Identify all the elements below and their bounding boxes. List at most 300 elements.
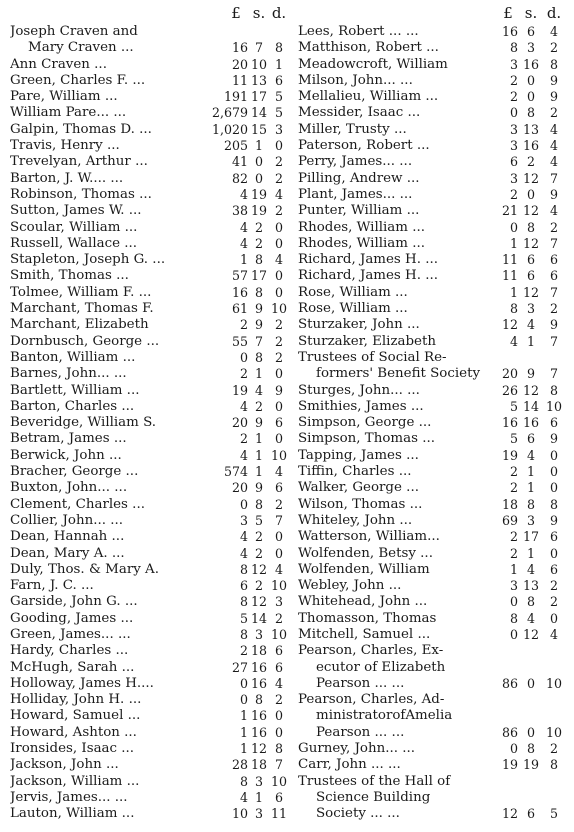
entry-name: ecutor of Elizabeth (316, 659, 446, 675)
pence-value: 10 (545, 398, 563, 414)
entry-name: Lauton, William ... (10, 806, 135, 822)
shillings-value: 8 (526, 594, 535, 610)
ledger-entry (296, 366, 574, 382)
shillings-value: 1 (526, 480, 535, 496)
ledger-entry (296, 187, 574, 203)
shillings-value: 3 (526, 40, 535, 56)
pence-value: 0 (274, 366, 283, 382)
shillings-value: 2 (254, 578, 263, 594)
entry-name: Wilson, Thomas ... (298, 496, 423, 512)
pence-value: 7 (549, 366, 558, 382)
entry-name: Dornbusch, George ... (10, 333, 160, 349)
pounds-value: 2 (509, 545, 518, 561)
entry-name: Thomasson, Thomas (298, 610, 437, 626)
pounds-value: 0 (509, 219, 518, 235)
pounds-value: 0 (509, 105, 518, 121)
pence-value: 10 (270, 626, 288, 642)
pounds-header: £ (231, 4, 241, 22)
pence-value: 2 (274, 203, 283, 219)
pounds-value: 3 (509, 56, 518, 72)
shillings-value: 12 (522, 626, 540, 642)
ledger-entry (0, 480, 296, 496)
ledger-entry (296, 529, 574, 545)
entry-name: Collier, John... ... (10, 512, 123, 528)
ledger-entry (0, 57, 296, 73)
pence-value: 6 (549, 415, 558, 431)
pounds-value: 19 (501, 757, 518, 773)
shillings-value: 9 (254, 415, 263, 431)
pence-value: 9 (549, 72, 558, 88)
pence-value: 1 (274, 56, 283, 72)
entry-name: Trevelyan, Arthur ... (10, 154, 148, 170)
shillings-value: 0 (254, 170, 263, 186)
pounds-value: 2 (509, 186, 518, 202)
pounds-value: 2 (509, 72, 518, 88)
ledger-entry (296, 105, 574, 121)
shillings-value: 17 (250, 268, 268, 284)
pence-value: 0 (274, 219, 283, 235)
entry-name: Bartlett, William ... (10, 382, 140, 398)
shillings-header: s. (524, 4, 538, 22)
pounds-value: 16 (501, 415, 518, 431)
ledger-entry (0, 399, 296, 415)
pence-value: 2 (549, 578, 558, 594)
ledger-entry (296, 399, 574, 415)
pounds-value: 10 (231, 806, 248, 822)
ledger-entry (0, 236, 296, 252)
pence-value: 10 (270, 301, 288, 317)
pounds-value: 5 (509, 431, 518, 447)
pounds-value: 1 (239, 724, 248, 740)
entry-name: Beveridge, William S. (10, 415, 157, 431)
pence-value: 5 (274, 105, 283, 121)
entry-name: Barton, J. W.... ... (10, 170, 124, 186)
ledger-entry (296, 741, 574, 757)
shillings-value: 0 (526, 675, 535, 691)
shillings-value: 19 (250, 203, 268, 219)
pounds-value: 4 (509, 333, 518, 349)
pounds-value: 2 (509, 529, 518, 545)
ledger-entry (296, 236, 574, 252)
pounds-value: 205 (223, 138, 248, 154)
shillings-value: 6 (526, 268, 535, 284)
entry-name: Dean, Mary A. ... (10, 545, 125, 561)
pounds-value: 8 (509, 301, 518, 317)
shillings-value: 8 (526, 741, 535, 757)
ledger-entry (0, 220, 296, 236)
ledger-entry (0, 529, 296, 545)
pence-value: 9 (549, 186, 558, 202)
entry-name: ministratorofAmelia (316, 708, 453, 724)
right-column-header (296, 2, 574, 24)
ledger-entry (296, 383, 574, 399)
pence-value: 2 (549, 40, 558, 56)
shillings-value: 12 (522, 170, 540, 186)
pounds-value: 12 (501, 806, 518, 822)
pence-value: 4 (549, 138, 558, 154)
pence-value: 3 (274, 594, 283, 610)
entry-name: Perry, James... ... (298, 154, 413, 170)
ledger-entry (0, 448, 296, 464)
pounds-value: 0 (239, 675, 248, 691)
shillings-value: 1 (526, 464, 535, 480)
pounds-value: 2 (509, 464, 518, 480)
ledger-entry (296, 725, 574, 741)
entry-name: Berwick, John ... (10, 447, 122, 463)
pounds-value: 1,020 (211, 121, 248, 137)
ledger-entry (0, 171, 296, 187)
entry-name: Plant, James... ... (298, 186, 413, 202)
pence-value: 0 (549, 464, 558, 480)
shillings-value: 3 (526, 512, 535, 528)
pence-value: 2 (274, 333, 283, 349)
shillings-value: 16 (250, 708, 268, 724)
shillings-value: 9 (526, 366, 535, 382)
entry-name: Marchant, Elizabeth (10, 317, 149, 333)
pence-value: 0 (274, 724, 283, 740)
shillings-value: 0 (526, 72, 535, 88)
entry-name: Sutton, James W. ... (10, 203, 142, 219)
ledger-entry (0, 89, 296, 105)
pounds-value: 2,679 (211, 105, 248, 121)
ledger-entry (0, 497, 296, 513)
entry-name: Webley, John ... (298, 578, 402, 594)
shillings-value: 1 (526, 545, 535, 561)
ledger-entry (296, 790, 574, 806)
shillings-value: 1 (254, 366, 263, 382)
pounds-value: 191 (223, 89, 248, 105)
entry-name: Buxton, John... ... (10, 480, 128, 496)
ledger-entry (296, 220, 574, 236)
pence-value: 7 (549, 284, 558, 300)
pounds-value: 16 (501, 24, 518, 39)
pence-value: 7 (549, 170, 558, 186)
pence-value: 7 (274, 757, 283, 773)
right-entries (296, 24, 574, 823)
entry-name: Holloway, James H.... (10, 675, 154, 691)
entry-name: Pearson ... ... (316, 675, 405, 691)
pence-value: 0 (549, 447, 558, 463)
pounds-value: 41 (231, 154, 248, 170)
pence-value: 4 (549, 626, 558, 642)
entry-name: formers' Benefit Society (316, 366, 481, 382)
entry-name: Simpson, George ... (298, 415, 432, 431)
ledger-entry (0, 431, 296, 447)
ledger-entry (0, 415, 296, 431)
pounds-value: 57 (231, 268, 248, 284)
shillings-value: 8 (254, 284, 263, 300)
pence-value: 2 (549, 105, 558, 121)
ledger-entry (296, 578, 574, 594)
ledger-entry (296, 611, 574, 627)
shillings-value: 4 (254, 382, 263, 398)
pence-value: 2 (549, 594, 558, 610)
pounds-value: 55 (231, 333, 248, 349)
pence-value: 2 (274, 349, 283, 365)
entry-name: Rhodes, William ... (298, 235, 426, 251)
pounds-value: 3 (509, 170, 518, 186)
shillings-value: 17 (250, 89, 268, 105)
shillings-value: 6 (526, 806, 535, 822)
pence-value: 2 (549, 301, 558, 317)
ledger-entry (0, 40, 296, 56)
shillings-value: 1 (254, 464, 263, 480)
pence-value: 5 (274, 89, 283, 105)
pounds-value: 8 (509, 610, 518, 626)
pence-value: 6 (274, 659, 283, 675)
pounds-value: 0 (509, 626, 518, 642)
ledger-entry (296, 301, 574, 317)
shillings-value: 8 (254, 692, 263, 708)
entry-name: Marchant, Thomas F. (10, 301, 154, 317)
pence-value: 4 (274, 561, 283, 577)
ledger-entry (0, 464, 296, 480)
shillings-value: 9 (254, 301, 263, 317)
pence-value: 4 (274, 186, 283, 202)
shillings-value: 6 (526, 24, 535, 39)
pence-value: 2 (274, 496, 283, 512)
entry-name: Scoular, William ... (10, 219, 138, 235)
pounds-value: 3 (239, 512, 248, 528)
pence-value: 3 (274, 121, 283, 137)
ledger-entry (0, 268, 296, 284)
ledger-entry (296, 774, 574, 790)
shillings-value: 2 (254, 235, 263, 251)
ledger-entry (0, 285, 296, 301)
pence-value: 10 (545, 675, 563, 691)
pounds-header: £ (503, 4, 513, 22)
pounds-value: 11 (501, 252, 518, 268)
pence-value: 0 (549, 610, 558, 626)
ledger-entry (296, 89, 574, 105)
shillings-value: 1 (254, 789, 263, 805)
ledger-entry (296, 676, 574, 692)
ledger-entry (0, 692, 296, 708)
pence-value: 6 (549, 561, 558, 577)
shillings-value: 14 (522, 398, 540, 414)
shillings-value: 1 (254, 431, 263, 447)
entry-name: Tiffin, Charles ... (298, 464, 412, 480)
pounds-value: 1 (509, 284, 518, 300)
ledger-entry (0, 366, 296, 382)
ledger-entry (0, 708, 296, 724)
pence-value: 6 (549, 529, 558, 545)
pence-value: 0 (549, 545, 558, 561)
pounds-value: 20 (231, 480, 248, 496)
pounds-value: 8 (239, 594, 248, 610)
entry-name: Whiteley, John ... (298, 512, 413, 528)
entry-name: Mary Craven ... (28, 40, 134, 56)
pounds-value: 4 (239, 398, 248, 414)
shillings-value: 9 (254, 480, 263, 496)
shillings-value: 3 (526, 301, 535, 317)
ledger-entry (296, 627, 574, 643)
pence-value: 4 (549, 121, 558, 137)
entry-name: Jackson, William ... (10, 773, 140, 789)
entry-name: McHugh, Sarah ... (10, 659, 135, 675)
entry-name: Richard, James H. ... (298, 268, 439, 284)
shillings-value: 12 (250, 594, 268, 610)
shillings-value: 16 (250, 724, 268, 740)
ledger-entry (296, 692, 574, 708)
pounds-value: 20 (231, 415, 248, 431)
shillings-value: 18 (250, 757, 268, 773)
pounds-value: 4 (239, 219, 248, 235)
pounds-value: 82 (231, 170, 248, 186)
ledger-entry (0, 154, 296, 170)
ledger-entry (0, 203, 296, 219)
pounds-value: 0 (509, 594, 518, 610)
shillings-value: 1 (254, 447, 263, 463)
shillings-value: 13 (522, 121, 540, 137)
entry-name: Sturges, John... ... (298, 382, 420, 398)
shillings-value: 0 (526, 89, 535, 105)
ledger-entry (0, 611, 296, 627)
ledger-entry (0, 806, 296, 822)
entry-name: Matthison, Robert ... (298, 40, 439, 56)
pence-value: 4 (274, 252, 283, 268)
shillings-value: 16 (522, 138, 540, 154)
pounds-value: 8 (239, 561, 248, 577)
ledger-entry (0, 73, 296, 89)
entry-name: Paterson, Robert ... (298, 138, 430, 154)
entry-name: Galpin, Thomas D. ... (10, 121, 152, 137)
ledger-entry (296, 154, 574, 170)
ledger-entry (296, 122, 574, 138)
shillings-value: 3 (254, 773, 263, 789)
entry-name: Betram, James ... (10, 431, 127, 447)
pence-value: 6 (274, 415, 283, 431)
shillings-value: 14 (250, 610, 268, 626)
shillings-value: 12 (250, 741, 268, 757)
entry-name: Robinson, Thomas ... (10, 186, 152, 202)
pence-value: 0 (274, 529, 283, 545)
ledger-entry (0, 676, 296, 692)
shillings-value: 3 (254, 626, 263, 642)
shillings-value: 4 (526, 447, 535, 463)
shillings-value: 12 (522, 382, 540, 398)
shillings-value: 16 (250, 659, 268, 675)
shillings-value: 1 (254, 138, 263, 154)
pounds-value: 0 (239, 496, 248, 512)
entry-name: Banton, William ... (10, 349, 136, 365)
ledger-entry (296, 513, 574, 529)
pounds-value: 19 (501, 447, 518, 463)
pounds-value: 0 (239, 349, 248, 365)
entry-name: Smith, Thomas ... (10, 268, 129, 284)
shillings-value: 13 (250, 72, 268, 88)
shillings-value: 15 (250, 121, 268, 137)
pounds-value: 27 (231, 659, 248, 675)
ledger-entry (0, 383, 296, 399)
ledger-entry (296, 415, 574, 431)
ledger-entry (296, 594, 574, 610)
pence-value: 4 (274, 464, 283, 480)
entry-name: Rose, William ... (298, 284, 408, 300)
pounds-value: 1 (239, 741, 248, 757)
pounds-value: 11 (501, 268, 518, 284)
entry-name: Pearson ... ... (316, 724, 405, 740)
entry-name: Mitchell, Samuel ... (298, 626, 431, 642)
pence-value: 6 (274, 789, 283, 805)
ledger-entry (0, 317, 296, 333)
pounds-value: 2 (239, 317, 248, 333)
shillings-value: 12 (250, 561, 268, 577)
entry-name: Pearson, Charles, Ad- (298, 692, 445, 708)
entry-name: Walker, George ... (298, 480, 419, 496)
pence-value: 2 (274, 692, 283, 708)
shillings-value: 12 (522, 235, 540, 251)
pounds-value: 5 (239, 610, 248, 626)
pence-value: 10 (270, 773, 288, 789)
pence-value: 2 (274, 154, 283, 170)
pence-value: 6 (549, 268, 558, 284)
entry-name: Sturzaker, Elizabeth (298, 333, 436, 349)
entry-name: Stapleton, Joseph G. ... (10, 252, 166, 268)
shillings-value: 8 (254, 349, 263, 365)
shillings-value: 4 (526, 317, 535, 333)
shillings-value: 16 (522, 56, 540, 72)
pounds-value: 0 (509, 741, 518, 757)
pence-value: 8 (274, 741, 283, 757)
pence-value: 0 (274, 235, 283, 251)
ledger-entry (0, 187, 296, 203)
pence-value: 9 (549, 89, 558, 105)
ledger-entry (296, 806, 574, 822)
left-column-header (0, 2, 296, 24)
pence-value: 7 (549, 333, 558, 349)
entry-name: Gooding, James ... (10, 610, 134, 626)
entry-name: Jervis, James... ... (10, 789, 128, 805)
entry-name: Dean, Hannah ... (10, 529, 125, 545)
pence-value: 4 (274, 675, 283, 691)
pence-value: 9 (274, 382, 283, 398)
pence-value: 8 (549, 757, 558, 773)
pence-value: 4 (549, 24, 558, 39)
ledger-entry (296, 252, 574, 268)
ledger-entry (0, 774, 296, 790)
shillings-value: 0 (254, 154, 263, 170)
ledger-entry (296, 546, 574, 562)
ledger-entry (296, 464, 574, 480)
pence-value: 6 (274, 480, 283, 496)
pence-value: 9 (549, 512, 558, 528)
pounds-value: 20 (501, 366, 518, 382)
shillings-value: 19 (250, 186, 268, 202)
pence-value: 7 (549, 235, 558, 251)
entry-name: Rose, William ... (298, 301, 408, 317)
entry-name: Holliday, John H. ... (10, 692, 142, 708)
ledger-entry (0, 513, 296, 529)
pounds-value: 3 (509, 138, 518, 154)
ledger-entry (0, 578, 296, 594)
pence-value: 10 (545, 724, 563, 740)
ledger-entry (296, 660, 574, 676)
pounds-value: 6 (509, 154, 518, 170)
shillings-value: 17 (522, 529, 540, 545)
shillings-value: 2 (254, 529, 263, 545)
entry-name: Jackson, John ... (10, 757, 119, 773)
pence-value: 4 (549, 154, 558, 170)
ledger-entry (296, 334, 574, 350)
entry-name: Clement, Charles ... (10, 496, 145, 512)
ledger-entry (0, 546, 296, 562)
ledger-entry (296, 497, 574, 513)
entry-name: Howard, Samuel ... (10, 708, 141, 724)
pence-value: 9 (549, 317, 558, 333)
shillings-value: 5 (254, 512, 263, 528)
ledger-entry (296, 57, 574, 73)
